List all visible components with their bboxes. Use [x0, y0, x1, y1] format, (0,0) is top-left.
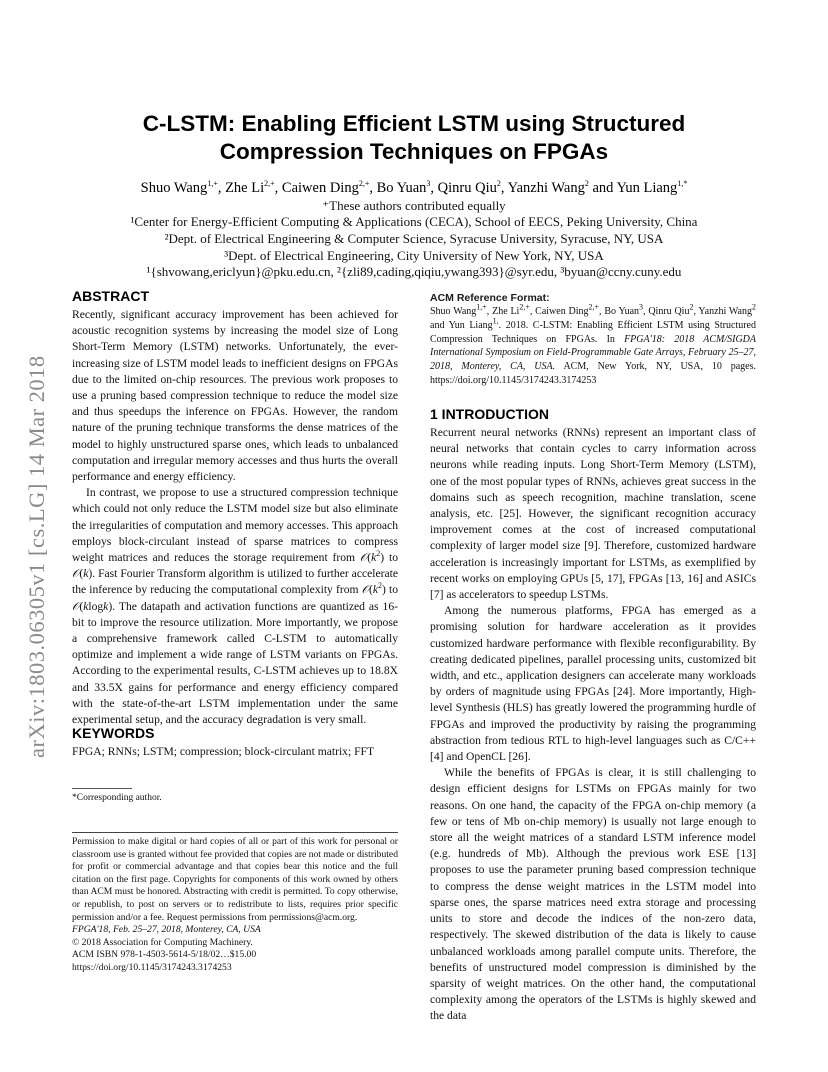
intro-paragraph-1: Recurrent neural networks (RNNs) represent an important class of neural networks that contain cycles to carry information across neurons while reading inputs. Long Short-Term Memory (LSTM), one of the most popular types of RNNs, achieves great success in the domains such as speech recognition, machine translation, scene analysis, etc. [25]. However, the significant recognition accuracy improvement comes at the cost of increased computational complexity of larger model size [9]. Therefore, customized hardware acceleration is increasingly important for LSTMs, as exemplified by recent works on employing GPUs [5, 17], FPGAs [13, 16] and ASICs [7] as accelerators to speedup LSTMs.	[430, 426, 756, 602]
corresponding-author-footnote: *Corresponding author.	[72, 793, 162, 803]
acm-reference-text: Shuo Wang$^{1,+}$, Zhe $Li^{2,+}$, Caiwen Ding$^{2,+}$, Bo Yuan$^3$, Qinru Qiu$^2$, Yanzhi Wang$^2$ and Yun Liang$^{1,}$. 2018. C-LSTM: Enabling Efficient LSTM using Structured Compression Techniques on FPGAs. In FPGA'18: 2018 ACM/SIGDA International Symposium on Field-Programmable Gate Arrays, February 25–27, 2018, Monterey, CA, USA. ACM, New York, NY, USA, 10 pages. https://doi.org/10.1145/3174243.3174253	[430, 302, 756, 386]
conference-line: FPGA'18, Feb. 25–27, 2018, Monterey, CA, USA	[72, 924, 261, 936]
permission-statement	[72, 836, 398, 975]
intro-paragraph-3: While the benefits of FPGAs is clear, it is still challenging to design efficient designs for LSTMs on FPGAs mainly for two reasons. On one hand, the capacity of the FPGA on-chip memory (a few or tens of Mb on-chip memory) is usually not large enough to store all the weight matrices of a standard LSTM inference model (e.g. hundreds of Mb). Although the previous work ESE [13] proposes to use the parameter pruning based compression technique to compress the dense weight matrices in the LSTM model into sparse ones, the sparse matrices need extra storage and processing units to store and decode the indices of the non-zero data, respectively. The skewed distribution of the data is likely to cause unbalanced workloads among parallel compute units. Therefore, the benefits of unstructured model compression is diminished by the sparsity of weight matrices. On the other hand, the computational complexity among the operators of the LSTMs is highly skewed and the data	[430, 766, 756, 1023]
author-emails: ¹{shvowang,ericlyun}@pku.edu.cn, ²{zli89,cading,qiqiu,ywang393}@syr.edu, ³byuan@ccny.cuny.edu	[146, 264, 682, 279]
footnote-rule	[72, 788, 132, 789]
introduction-heading: 1 INTRODUCTION	[430, 406, 549, 422]
isbn-line: ACM ISBN 978-1-4503-5614-5/18/02…$15.00	[72, 949, 257, 961]
arxiv-stamp: arXiv:1803.06305v1 [cs.LG] 14 Mar 2018	[24, 355, 49, 758]
introduction-body	[430, 425, 756, 1025]
doi-link[interactable]: https://doi.org/10.1145/3174243.3174253	[72, 961, 232, 973]
copyright-line: © 2018 Association for Computing Machinery.	[72, 936, 253, 948]
intro-paragraph-2: Among the numerous platforms, FPGA has emerged as a promising solution for hardware acceleration as it provides customized hardware performance with flexible reconfigurability. By creating dedicated pipelines, parallel processing units, customized bit width, and etc., application designers can accelerate many workloads by orders of magnitude using FPGAs [24]. More importantly, High-level Synthesis (HLS) has greatly lowered the programming hurdle of FPGAs and improved the productivity by raising the programming abstraction from tedious RTL to high-level languages such as C/C++ [4] and OpenCL [26].	[430, 604, 756, 764]
equal-contribution-note: ⁺These authors contributed equally	[322, 198, 506, 213]
abstract-paragraph-2: In contrast, we propose to use a structured compression technique which could not only reduce the LSTM model size but also eliminate the irregularities of computation and memory accesses. This approach employs block-circulant instead of sparse matrices to compress weight matrices and reduces the storage requirement from $𝒪(k^2)$ to 𝒪(k). Fast Fourier Transform algorithm is utilized to further accelerate the inference by reducing the computational complexity from $𝒪(k^2)$ to 𝒪(klogk). The datapath and activation functions are quantized as 16-bit to improve the resource utilization. More importantly, we propose a comprehensive framework called C-LSTM to automatically optimize and implement a wide range of LSTM variants on FPGAs. According to the experimental results, C-LSTM achieves up to 18.8X and 33.5X gains for performance and energy efficiency compared with the state-of-the-art LSTM implementation under the same experimental setup, and the accuracy degradation is very small.	[72, 486, 399, 727]
affiliation-3: ³Dept. of Electrical Engineering, City University of New York, NY, USA	[224, 248, 604, 263]
abstract-body	[72, 307, 398, 728]
acm-reference-heading: ACM Reference Format:	[430, 292, 550, 304]
permission-rule	[72, 832, 398, 833]
affiliation-2: ²Dept. of Electrical Engineering & Computer Science, Syracuse University, Syracuse, NY, USA	[164, 231, 664, 246]
permission-text: Permission to make digital or hard copies of all or part of this work for personal or classroom use is granted without fee provided that copies are not made or distributed for profit or commercial advantage and that copies bear this notice and the full citation on the first page. Copyrights for components of this work owned by others than ACM must be honored. Abstracting with credit is permitted. To copy otherwise, or republish, to post on servers or to redistribute to lists, requires prior specific permission and/or a fee. Request permissions from permissions@acm.org.	[72, 836, 398, 923]
paper-title: C-LSTM: Enabling Efficient LSTM using Structured Compression Techniques on FPGAs	[142, 111, 686, 164]
author-list: Shuo Wang$^{1,+}$, Zhe $Li^{2,+}$, Caiwen Ding$^{2,+}$, Bo Yuan$^3$, Qinru Qiu$^2$, Yanzhi Wang$^2$ and Yun Liang$^{1,*}$	[140, 179, 688, 196]
affiliation-1: ¹Center for Energy-Efficient Computing & Applications (CECA), School of EECS, Peking University, China	[130, 214, 698, 229]
keywords-heading: KEYWORDS	[72, 725, 155, 741]
abstract-heading: ABSTRACT	[72, 288, 149, 304]
abstract-paragraph-1: Recently, significant accuracy improvement has been achieved for acoustic recognition systems by increasing the model size of Long Short-Term Memory (LSTM) networks. Unfortunately, the ever-increasing size of LSTM model leads to inefficient designs on FPGAs due to the limited on-chip resources. The previous work proposes to use a pruning based compression technique to reduce the model size and thus speedups the inference on FPGAs. However, the random nature of the pruning technique transforms the dense matrices of the model to highly unstructured sparse ones, which leads to unbalanced computation and irregular memory accesses and thus hurts the overall performance and energy efficiency.	[72, 308, 398, 484]
keywords-list: FPGA; RNNs; LSTM; compression; block-circulant matrix; FFT	[72, 745, 375, 758]
